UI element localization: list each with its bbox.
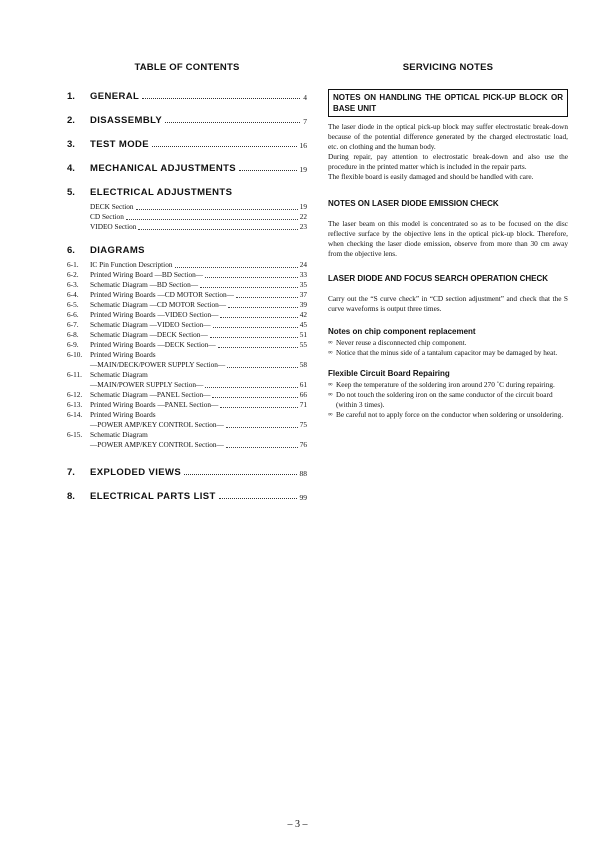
toc-subitem-page: 75 (299, 420, 307, 429)
toc-num: 2. (67, 115, 75, 126)
dot-leader (226, 426, 298, 428)
chip-replacement-heading: Notes on chip component replacement (328, 327, 476, 336)
toc-subitem-page: 42 (299, 310, 307, 319)
toc-subitem[interactable] (67, 390, 307, 400)
handling-paragraph: The laser diode in the optical pick-up block may suffer electrostatic break-down because of the potential difference generated by the charged electrostatic load, etc. on clothing and the human body. (328, 122, 568, 151)
toc-page: 19 (299, 165, 307, 174)
bullet-text: Keep the temperature of the soldering iron around 270 ˚C during repairing. (336, 380, 555, 389)
dot-leader (205, 276, 298, 278)
toc-subitem-title: Schematic Diagram —DECK Section— (90, 330, 208, 339)
toc-title: DISASSEMBLY (90, 115, 163, 126)
dot-leader (236, 296, 298, 298)
toc-item-exploded-views[interactable] (67, 467, 307, 478)
toc-subitem-title: Schematic Diagram —BD Section— (90, 280, 199, 289)
toc-subitem-page: 61 (299, 380, 307, 389)
toc-subitem-num: 6-5. (67, 300, 79, 309)
toc-subitem[interactable] (67, 260, 307, 270)
toc-subitem-title: —MAIN/POWER SUPPLY Section— (90, 380, 204, 389)
focus-search-paragraph: Carry out the “S curve check” in “CD section adjustment” and check that the S curve waveforms is output three times. (328, 294, 568, 313)
toc-subitem-title: Printed Wiring Boards —VIDEO Section— (90, 310, 219, 319)
laser-emission-heading: NOTES ON LASER DIODE EMISSION CHECK (328, 199, 499, 208)
list-item (328, 410, 568, 420)
toc-subitem-num: 6-6. (67, 310, 79, 319)
dot-leader (165, 121, 300, 123)
toc-subitem-page: 45 (299, 320, 307, 329)
servicing-notes (328, 62, 568, 420)
toc-title: DIAGRAMS (90, 245, 145, 256)
dot-leader (200, 286, 298, 288)
toc-subitem-title: Printed Wiring Boards —PANEL Section— (90, 400, 219, 409)
toc-title: EXPLODED VIEWS (90, 467, 182, 478)
toc-subitem[interactable] (67, 212, 307, 222)
toc-subitem[interactable] (67, 280, 307, 290)
dot-leader (227, 366, 297, 368)
toc-subitem-page: 37 (299, 290, 307, 299)
toc-num: 3. (67, 139, 75, 150)
list-item (328, 390, 568, 410)
toc-subitem[interactable] (67, 400, 307, 410)
toc-num: 5. (67, 187, 75, 198)
toc-subitem-page: 24 (299, 260, 307, 269)
dot-leader (226, 446, 298, 448)
toc-subitem-title: Printed Wiring Boards —CD MOTOR Section— (90, 290, 234, 299)
toc-item-disassembly[interactable] (67, 115, 307, 126)
toc-subitem-page: 23 (299, 222, 307, 231)
dot-leader (220, 406, 297, 408)
toc-subitem-title: IC Pin Function Description (90, 260, 173, 269)
diagram-subsections (67, 260, 307, 450)
toc-heading: TABLE OF CONTENTS (134, 62, 240, 73)
toc-subitem-num: 6-13. (67, 400, 83, 409)
dot-leader (126, 218, 298, 220)
dot-leader (220, 316, 297, 318)
toc-subitem-title: Printed Wiring Board —BD Section— (90, 270, 204, 279)
toc-subitem-page: 35 (299, 280, 307, 289)
toc-title: ELECTRICAL ADJUSTMENTS (90, 187, 233, 198)
toc-page: 4 (303, 93, 307, 102)
toc-subitem-page: 66 (299, 390, 307, 399)
bullet-text: Never reuse a disconnected chip component. (336, 338, 467, 347)
toc-title: ELECTRICAL PARTS LIST (90, 491, 216, 502)
toc-subitem-page: 33 (299, 270, 307, 279)
toc-subitem-page: 39 (299, 300, 307, 309)
toc-page: 7 (303, 117, 307, 126)
toc-subitem[interactable] (67, 440, 307, 450)
toc-title: MECHANICAL ADJUSTMENTS (90, 163, 237, 174)
toc-subitem-num: 6-3. (67, 280, 79, 289)
handling-box-title: NOTES ON HANDLING THE OPTICAL PICK-UP BLOCK OR BASE UNIT (328, 89, 568, 117)
toc-page: 88 (299, 469, 307, 478)
toc-subitem[interactable] (67, 350, 307, 360)
notes-heading: SERVICING NOTES (402, 62, 494, 73)
toc-item-electrical-adjustments[interactable] (67, 187, 307, 198)
toc-subitem[interactable] (67, 360, 307, 370)
toc-subitem-num: 6-11. (67, 370, 82, 379)
toc-num: 7. (67, 467, 75, 478)
toc-title: TEST MODE (90, 139, 150, 150)
focus-search-heading: LASER DIODE AND FOCUS SEARCH OPERATION CHECK (328, 274, 549, 283)
toc-num: 4. (67, 163, 75, 174)
toc-page: 16 (299, 141, 307, 150)
toc-subitem-title: —POWER AMP/KEY CONTROL Section— (90, 440, 224, 449)
toc-item-diagrams[interactable] (67, 245, 307, 256)
list-item (328, 338, 568, 348)
toc-item-test-mode[interactable] (67, 139, 307, 150)
infinity-bullet-icon: ∞ (328, 411, 333, 418)
toc-num: 8. (67, 491, 75, 502)
laser-emission-paragraph: The laser beam on this model is concentrated so as to be focused on the disc reflective surface by the objective lens in the optical pick-up block. Therefore, when checking the laser diode emission, observe from more than 30 cm away from the objective lens. (328, 219, 568, 258)
infinity-bullet-icon: ∞ (328, 391, 333, 398)
dot-leader (218, 346, 298, 348)
toc-subitem-title: Printed Wiring Boards —DECK Section— (90, 340, 216, 349)
dot-leader (142, 97, 300, 99)
toc-subitem-num: 6-8. (67, 330, 79, 339)
toc-page: 99 (299, 493, 307, 502)
toc-subitem[interactable] (67, 222, 307, 232)
toc-subitem[interactable] (67, 370, 307, 380)
list-item (328, 380, 568, 390)
table-of-contents (67, 62, 307, 515)
electrical-subsections (67, 202, 307, 232)
toc-subitem-page: 71 (299, 400, 307, 409)
toc-item-mechanical-adjustments[interactable] (67, 163, 307, 174)
flex-board-heading: Flexible Circuit Board Repairing (328, 369, 450, 378)
infinity-bullet-icon: ∞ (328, 381, 333, 388)
toc-subitem-num: 6-12. (67, 390, 83, 399)
toc-subitem-page: 22 (299, 212, 307, 221)
toc-subitem-title: Schematic Diagram —VIDEO Section— (90, 320, 211, 329)
toc-item-electrical-parts-list[interactable] (67, 491, 307, 502)
toc-subitem[interactable] (67, 310, 307, 320)
toc-subitem[interactable] (67, 290, 307, 300)
toc-subitem-page: 51 (299, 330, 307, 339)
toc-subitem[interactable] (67, 380, 307, 390)
toc-subitem-title: Schematic Diagram (90, 430, 148, 439)
toc-subitem-num: 6-1. (67, 260, 79, 269)
dot-leader (136, 208, 298, 210)
toc-subitem-page: 19 (299, 202, 307, 211)
toc-subitem[interactable] (67, 320, 307, 330)
toc-subitem[interactable] (67, 330, 307, 340)
handling-paragraph: During repair, pay attention to electrostatic break-down and also use the procedure in the printed matter which is included in the repair parts. (328, 152, 568, 171)
list-item (328, 348, 568, 358)
infinity-bullet-icon: ∞ (328, 339, 333, 346)
toc-subitem[interactable] (67, 300, 307, 310)
dot-leader (175, 266, 298, 268)
bullet-text: Be careful not to apply force on the conductor when soldering or unsoldering. (336, 410, 564, 419)
toc-item-general[interactable] (67, 91, 307, 102)
toc-subitem-title: Printed Wiring Boards (90, 410, 156, 419)
toc-subitem-title: DECK Section (90, 202, 134, 211)
toc-subitem-num: 6-14. (67, 410, 83, 419)
toc-num: 1. (67, 91, 75, 102)
dot-leader (228, 306, 298, 308)
toc-subitem-num: 6-2. (67, 270, 79, 279)
toc-subitem[interactable] (67, 270, 307, 280)
toc-subitem-num: 6-7. (67, 320, 79, 329)
dot-leader (184, 473, 296, 475)
dot-leader (152, 145, 296, 147)
dot-leader (205, 386, 297, 388)
toc-subitem-title: Schematic Diagram (90, 370, 148, 379)
bullet-text: Notice that the minus side of a tantalum capacitor may be damaged by heat. (336, 348, 558, 357)
toc-subitem-num: 6-9. (67, 340, 79, 349)
toc-subitem-num: 6-10. (67, 350, 83, 359)
toc-subitem-title: Schematic Diagram —PANEL Section— (90, 390, 211, 399)
bullet-text: Do not touch the soldering iron on the same conductor of the circuit board (within 3 times). (336, 390, 553, 409)
toc-subitem-title: Printed Wiring Boards (90, 350, 156, 359)
toc-subitem[interactable] (67, 202, 307, 212)
dot-leader (239, 169, 296, 171)
handling-paragraph: The flexible board is easily damaged and should be handled with care. (328, 172, 534, 181)
toc-num: 6. (67, 245, 75, 256)
toc-subitem[interactable] (67, 430, 307, 440)
toc-subitem-title: VIDEO Section (90, 222, 137, 231)
infinity-bullet-icon: ∞ (328, 349, 333, 356)
dot-leader (213, 326, 298, 328)
toc-subitem-title: Schematic Diagram —CD MOTOR Section— (90, 300, 227, 309)
toc-subitem-page: 58 (299, 360, 307, 369)
toc-title: GENERAL (90, 91, 140, 102)
toc-subitem-title: —POWER AMP/KEY CONTROL Section— (90, 420, 224, 429)
toc-subitem-num: 6-4. (67, 290, 79, 299)
dot-leader (210, 336, 298, 338)
toc-subitem-page: 55 (299, 340, 307, 349)
dot-leader (138, 228, 297, 230)
toc-subitem-title: CD Section (90, 212, 124, 221)
toc-subitem[interactable] (67, 420, 307, 430)
page-number: – 3 – (287, 819, 308, 830)
dot-leader (212, 396, 297, 398)
toc-subitem[interactable] (67, 410, 307, 420)
toc-subitem-title: —MAIN/DECK/POWER SUPPLY Section— (90, 360, 226, 369)
toc-subitem-page: 76 (299, 440, 307, 449)
toc-subitem[interactable] (67, 340, 307, 350)
toc-subitem-num: 6-15. (67, 430, 83, 439)
dot-leader (219, 497, 297, 499)
